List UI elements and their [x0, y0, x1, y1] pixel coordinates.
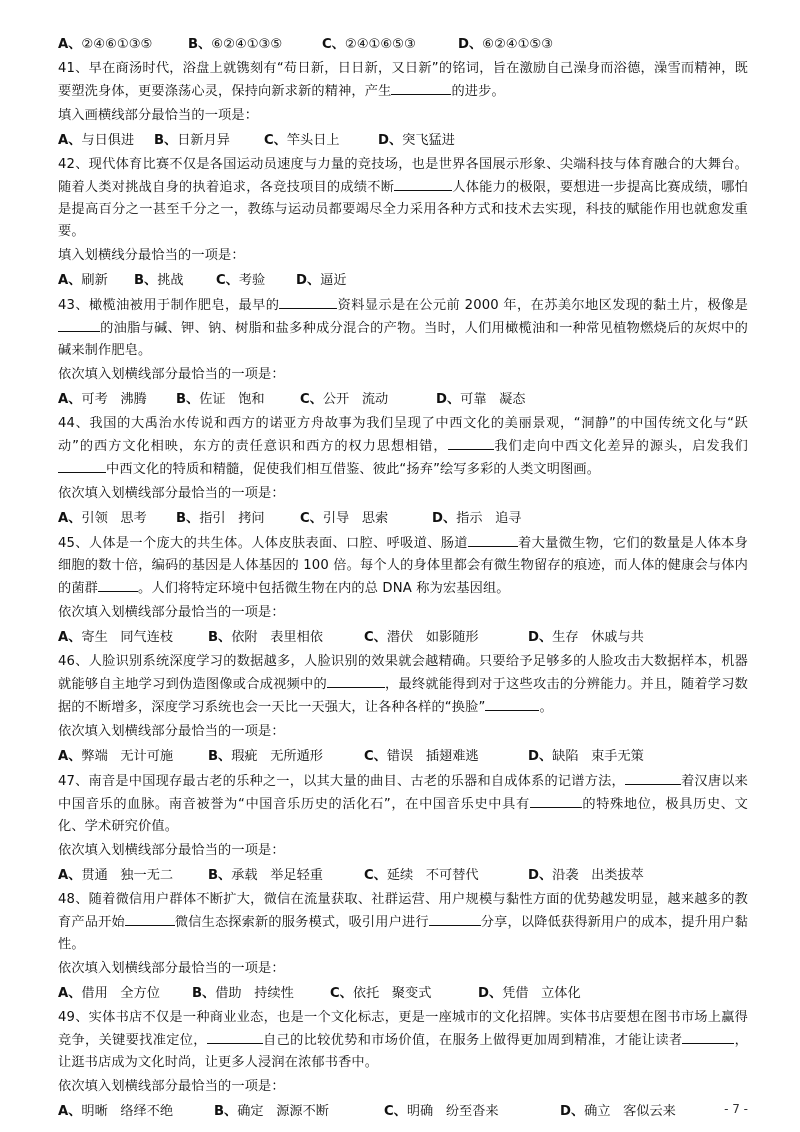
option-label: D、 — [378, 133, 403, 148]
option-d — [432, 508, 521, 530]
option-d — [296, 270, 347, 292]
option-label: B、 — [208, 749, 232, 764]
option-text: 引领 思考 — [81, 511, 147, 526]
option-label: D、 — [528, 868, 553, 883]
option-label: B、 — [208, 868, 232, 883]
option-a — [58, 1101, 214, 1123]
option-b — [134, 270, 216, 292]
option-b — [176, 389, 300, 411]
options-row — [58, 508, 748, 530]
answer-blank — [682, 1029, 734, 1044]
option-label: D、 — [478, 986, 503, 1001]
question-text-part: 自己的比较优势和市场价值，在服务上做得更加周到精准，才能让读者 — [262, 1033, 683, 1048]
option-text: 刷新 — [81, 273, 108, 288]
question-text-part: 着大量微生物，它们的数量是人体本身细胞的数十倍，编码的基因是人体基因的 100 倍。每个人的身体里都会有微生物留存的痕迹，而人体的健康会与体内的菌群 — [58, 536, 748, 596]
question-text — [58, 770, 748, 838]
question-text-part: ，让逛书店成为文化时尚，让更多人浸润在浓郁书香中。 — [58, 1033, 748, 1070]
question-text — [58, 154, 748, 243]
option-text: 明确 纷至沓来 — [406, 1104, 499, 1119]
question-text-part: 我们走向中西文化差异的源头，启发我们 — [493, 439, 749, 454]
page-number: - 7 - — [724, 1102, 748, 1116]
option-label: C、 — [216, 273, 239, 288]
options-row — [58, 746, 748, 768]
answer-blank — [625, 770, 681, 785]
option-label: C、 — [364, 630, 387, 645]
question-text — [58, 532, 748, 600]
option-text: 借用 全方位 — [81, 986, 160, 1001]
option-text: 竿头日上 — [286, 133, 340, 148]
option-text: 延续 不可替代 — [386, 868, 479, 883]
option-text: 瑕疵 无所遁形 — [231, 749, 323, 764]
option-label: A、 — [58, 630, 82, 645]
option-c — [264, 130, 378, 152]
option-label: A、 — [58, 273, 82, 288]
option-a — [58, 508, 176, 530]
question-list — [58, 58, 748, 1123]
option-text: 与日俱进 — [81, 133, 135, 148]
option-text: 引导 思索 — [322, 511, 389, 526]
option-label: B、 — [134, 273, 158, 288]
option-text: 确立 客似云来 — [584, 1104, 676, 1119]
option-a — [58, 627, 208, 649]
option-a — [58, 389, 176, 411]
top-option-a: A、②④⑥①③⑤ — [58, 37, 153, 52]
option-a — [58, 865, 208, 887]
option-label: C、 — [384, 1104, 407, 1119]
option-label: B、 — [192, 986, 216, 1001]
option-label: A、 — [58, 868, 82, 883]
option-text: 贯通 独一无二 — [81, 868, 174, 883]
option-c — [364, 627, 528, 649]
question-text-part: 的油脂与碱、钾、钠、树脂和盐多种成分混合的产物。当时，人们用橄榄油和一种常见植物燃烧后的灰烬中的碱来制作肥皂。 — [58, 321, 748, 358]
option-label: C、 — [364, 749, 387, 764]
question-instruction: 填入划横线分最恰当的一项是： — [58, 248, 245, 263]
question-text — [58, 889, 748, 956]
option-label: D、 — [436, 392, 461, 407]
answer-blank — [58, 317, 100, 332]
option-label: C、 — [300, 511, 323, 526]
answer-blank — [394, 176, 452, 191]
option-text: 日新月异 — [177, 133, 230, 148]
option-text: 可考 沸腾 — [81, 392, 147, 407]
answer-blank — [58, 458, 106, 473]
option-label: B、 — [176, 511, 200, 526]
option-d — [528, 746, 644, 768]
option-text: 错误 插翅难逃 — [386, 749, 479, 764]
option-a — [58, 746, 208, 768]
question-instruction: 依次填入划横线部分最恰当的一项是： — [58, 605, 285, 620]
question-instruction: 依次填入划横线部分最恰当的一项是： — [58, 843, 285, 858]
option-label: D、 — [560, 1104, 585, 1119]
question-text-part: 48、随着微信用户群体不断扩大，微信在流量获取、社群运营、用户规模与黏性方面的优势越发明显，越来越多的教育产品开始 — [58, 892, 748, 930]
option-text: 逼近 — [320, 273, 347, 288]
option-a — [58, 983, 192, 1005]
option-text: 沿袭 出类拔萃 — [552, 868, 644, 883]
question-text-part: 49、实体书店不仅是一种商业业态，也是一个文化标志，更是一座城市的文化招牌。实体书店要想在图书市场上赢得竞争，关键要找准定位， — [58, 1010, 748, 1048]
question-instruction: 依次填入划横线部分最恰当的一项是： — [58, 1079, 285, 1094]
question-text-part: 着汉唐以来中国音乐的血脉。南音被誉为“中国音乐历史的活化石”，在中国音乐史中具有 — [58, 774, 749, 812]
question-text — [58, 651, 748, 719]
option-label: B、 — [154, 133, 178, 148]
option-label: A、 — [58, 511, 82, 526]
question-text-part: 45、人体是一个庞大的共生体。人体皮肤表面、口腔、呼吸道、肠道 — [58, 536, 468, 551]
options-row — [58, 1101, 748, 1123]
option-a — [58, 270, 134, 292]
option-b — [208, 746, 364, 768]
option-b — [214, 1101, 384, 1123]
option-label: A、 — [58, 392, 82, 407]
answer-blank — [530, 793, 582, 808]
question-text-part: 分享，以降低获得新用户的成本，提升用户黏性。 — [58, 915, 749, 952]
question-text-part: 的特殊地位，极具历史、文化、学术研究价值。 — [58, 797, 748, 834]
question-instruction: 依次填入划横线部分最恰当的一项是： — [58, 724, 285, 739]
option-c — [384, 1101, 560, 1123]
question-text-part: 41、早在商汤时代，浴盘上就镌刻有“苟日新，日日新，又日新”的铭词，旨在激励自己澡身而浴德，澡雪而精神，既要塑洗身体，更要涤荡心灵，保持向新求新的精神，产生 — [58, 61, 748, 99]
question-instruction: 填入画横线部分最恰当的一项是： — [58, 108, 259, 123]
question-text-part: 43、橄榄油被用于制作肥皂，最早的 — [58, 298, 280, 313]
question-text-part: 微信生态探索新的服务模式，吸引用户进行 — [174, 915, 429, 930]
answer-blank — [485, 696, 539, 711]
option-text: 可靠 凝态 — [460, 392, 526, 407]
option-d — [528, 627, 644, 649]
option-label: B、 — [214, 1104, 238, 1119]
option-text: 弊端 无计可施 — [81, 749, 174, 764]
option-label: D、 — [528, 749, 553, 764]
options-row — [58, 983, 748, 1005]
question-text — [58, 294, 748, 362]
question-text-part: 。人们将特定环境中包括微生物在内的总 DNA 称为宏基因组。 — [138, 581, 510, 596]
option-c — [330, 983, 478, 1005]
option-d — [436, 389, 525, 411]
option-text: 依托 聚变式 — [352, 986, 432, 1001]
question-text — [58, 1007, 748, 1074]
top-option-d: D、⑥②④①⑤③ — [458, 37, 554, 52]
option-d — [378, 130, 455, 152]
option-label: C、 — [264, 133, 287, 148]
answer-blank — [429, 911, 481, 926]
option-label: D、 — [528, 630, 553, 645]
option-text: 生存 休戚与共 — [552, 630, 644, 645]
option-c — [364, 865, 528, 887]
top-option-c: C、②④①⑥⑤③ — [322, 37, 416, 52]
options-row — [58, 130, 748, 152]
option-d — [478, 983, 581, 1005]
question-instruction: 依次填入划横线部分最恰当的一项是： — [58, 961, 285, 976]
answer-blank — [279, 294, 337, 309]
option-text: 潜伏 如影随形 — [386, 630, 479, 645]
option-b — [154, 130, 264, 152]
option-text: 公开 流动 — [322, 392, 389, 407]
option-label: A、 — [58, 1104, 82, 1119]
option-label: A、 — [58, 749, 82, 764]
option-label: C、 — [300, 392, 323, 407]
option-d — [528, 865, 644, 887]
answer-blank — [448, 435, 494, 450]
question-text-part: 47、南音是中国现存最古老的乐种之一，以其大量的曲目、古老的乐器和自成体系的记谱方法， — [58, 774, 625, 789]
option-b — [208, 627, 364, 649]
option-label: A、 — [58, 986, 82, 1001]
question-text-part: 人体能力的极限，要想进一步提高比赛成绩，哪怕是提高百分之一甚至千分之一，教练与运动员都要竭尽全力采用各种方式和技术去实现，科技的赋能作用也就愈发重要。 — [58, 180, 748, 239]
question-text-part: ，最终就能得到对于这些攻击的分辨能力。并且，随着学习数据的不断增多，深度学习系统也会一天比一天强大，让各种各样的“换脸” — [58, 677, 748, 715]
option-text: 寄生 同气连枝 — [81, 630, 174, 645]
option-c — [300, 508, 432, 530]
option-label: D、 — [296, 273, 321, 288]
question-text-part: 。 — [539, 700, 553, 715]
question-text — [58, 58, 748, 103]
question-text-part: 资料显示是在公元前 2000 年，在苏美尔地区发现的黏土片，极像是 — [337, 298, 748, 313]
options-row — [58, 627, 748, 649]
option-b — [208, 865, 364, 887]
answer-blank — [391, 80, 451, 95]
answer-blank — [98, 577, 138, 592]
option-text: 确定 源源不断 — [237, 1104, 329, 1119]
option-b — [176, 508, 300, 530]
question-text-part: 中西文化的特质和精髓，促使我们相互借鉴、彼此“扬弃”绘写多彩的人类文明图画。 — [106, 462, 601, 477]
top-options-row — [58, 34, 748, 56]
exam-page — [58, 34, 748, 1125]
top-option-b: B、⑥②④①③⑤ — [188, 37, 283, 52]
option-c — [300, 389, 436, 411]
options-row — [58, 270, 748, 292]
option-text: 考验 — [238, 273, 266, 288]
option-text: 缺陷 束手无策 — [552, 749, 644, 764]
question-text-part: 的进步。 — [451, 84, 505, 99]
option-label: C、 — [330, 986, 353, 1001]
option-text: 指引 拷问 — [199, 511, 265, 526]
option-label: B、 — [208, 630, 232, 645]
option-label: B、 — [176, 392, 200, 407]
question-instruction: 依次填入划横线部分最恰当的一项是： — [58, 367, 285, 382]
option-label: A、 — [58, 133, 82, 148]
option-c — [216, 270, 296, 292]
option-b — [192, 983, 330, 1005]
option-a — [58, 130, 154, 152]
answer-blank — [207, 1029, 263, 1044]
option-text: 挑战 — [157, 273, 184, 288]
option-text: 明晰 络绎不绝 — [81, 1104, 174, 1119]
answer-blank — [125, 911, 175, 926]
answer-blank — [327, 673, 385, 688]
question-text-part: 44、我国的大禹治水传说和西方的诺亚方舟故事为我们呈现了中西文化的美丽景观，“洞静”的中国传统文化与“跃动”的西方文化相映，东方的责任意识和西方的权力思想相错， — [58, 416, 748, 454]
option-text: 凭借 立体化 — [502, 986, 581, 1001]
option-text: 依附 表里相依 — [231, 630, 323, 645]
options-row — [58, 865, 748, 887]
question-text-part: 46、人脸识别系统深度学习的数据越多，人脸识别的效果就会越精确。只要给予足够多的人脸攻击大数据样本，机器就能够自主地学习到伪造图像或合成视频中的 — [58, 654, 748, 692]
option-label: D、 — [432, 511, 457, 526]
option-c — [364, 746, 528, 768]
option-label: C、 — [364, 868, 387, 883]
option-text: 借助 持续性 — [215, 986, 294, 1001]
option-text: 承载 举足轻重 — [231, 868, 323, 883]
option-text: 突飞猛进 — [402, 133, 455, 148]
question-text-part: 42、现代体育比赛不仅是各国运动员速度与力量的竞技场，也是世界各国展示形象、尖端科技与体育融合的大舞台。随着人类对挑战自身的执着追求，各竞技项目的成绩不断 — [58, 157, 748, 195]
option-text: 佐证 饱和 — [199, 392, 265, 407]
option-text: 指示 追寻 — [456, 511, 522, 526]
options-row — [58, 389, 748, 411]
option-d — [560, 1101, 676, 1123]
question-instruction: 依次填入划横线部分最恰当的一项是： — [58, 486, 285, 501]
question-text — [58, 413, 748, 481]
answer-blank — [468, 532, 518, 547]
